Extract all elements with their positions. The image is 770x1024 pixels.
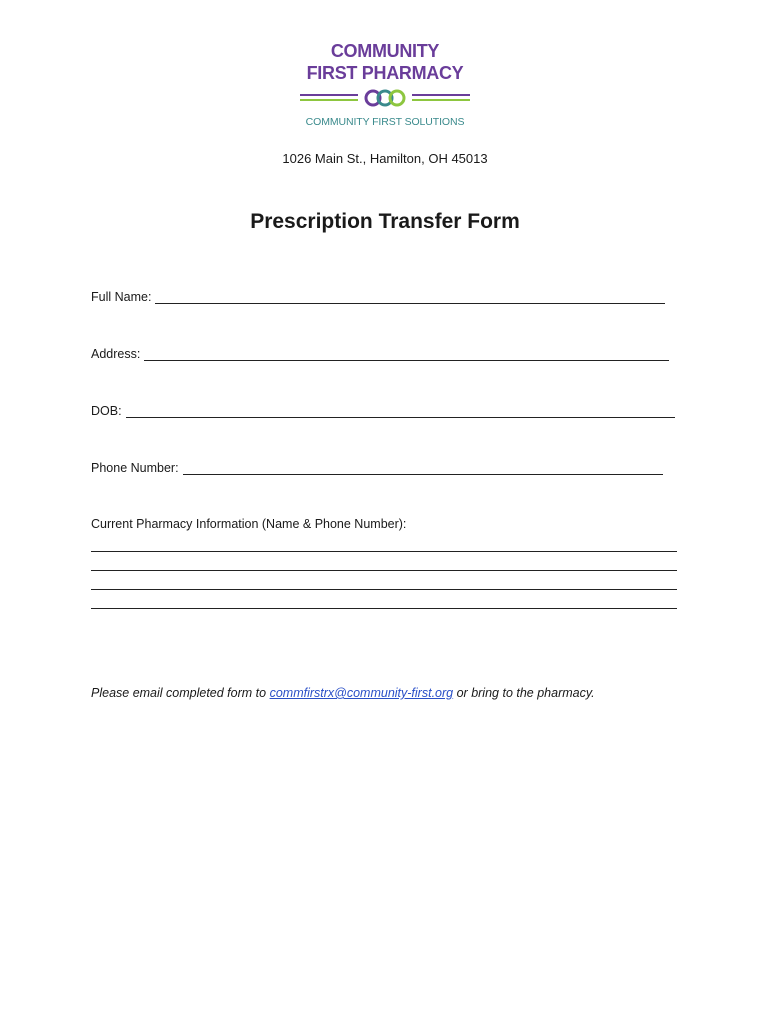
address-label: Address: bbox=[91, 347, 141, 361]
logo-tagline: COMMUNITY FIRST SOLUTIONS bbox=[305, 116, 465, 128]
dob-line[interactable] bbox=[126, 405, 675, 418]
email-link[interactable]: commfirstrx@community-first.org bbox=[269, 686, 454, 700]
full-name-field[interactable] bbox=[91, 290, 665, 304]
logo-line-1: COMMUNITY bbox=[330, 41, 440, 61]
current-pharmacy-line[interactable] bbox=[91, 570, 677, 571]
phone-line[interactable] bbox=[183, 462, 663, 475]
dob-label: DOB: bbox=[91, 404, 122, 418]
phone-field[interactable] bbox=[91, 461, 663, 475]
current-pharmacy-line[interactable] bbox=[91, 551, 677, 552]
full-name-line[interactable] bbox=[155, 291, 665, 304]
pharmacy-address: 1026 Main St., Hamilton, OH 45013 bbox=[282, 151, 488, 166]
current-pharmacy-label: Current Pharmacy Information (Name & Phone Number): bbox=[91, 517, 407, 531]
note-suffix: or bring to the pharmacy. bbox=[456, 686, 595, 700]
linked-rings-icon bbox=[362, 88, 408, 108]
full-name-label: Full Name: bbox=[91, 290, 152, 304]
form-title: Prescription Transfer Form bbox=[250, 210, 520, 233]
logo-rule bbox=[412, 99, 470, 101]
logo-mark-icon bbox=[300, 88, 470, 110]
current-pharmacy-label-row bbox=[91, 517, 410, 531]
current-pharmacy-line[interactable] bbox=[91, 589, 677, 590]
address-field[interactable] bbox=[91, 347, 669, 361]
submission-note bbox=[91, 686, 595, 700]
address-line[interactable] bbox=[144, 348, 669, 361]
dob-field[interactable] bbox=[91, 404, 675, 418]
logo-line-2: FIRST PHARMACY bbox=[306, 63, 464, 83]
logo-rule bbox=[412, 94, 470, 96]
logo-rule bbox=[300, 99, 358, 101]
logo-rule bbox=[300, 94, 358, 96]
current-pharmacy-line[interactable] bbox=[91, 608, 677, 609]
phone-label: Phone Number: bbox=[91, 461, 179, 475]
note-prefix: Please email completed form to bbox=[91, 686, 267, 700]
pharmacy-logo bbox=[0, 40, 770, 128]
